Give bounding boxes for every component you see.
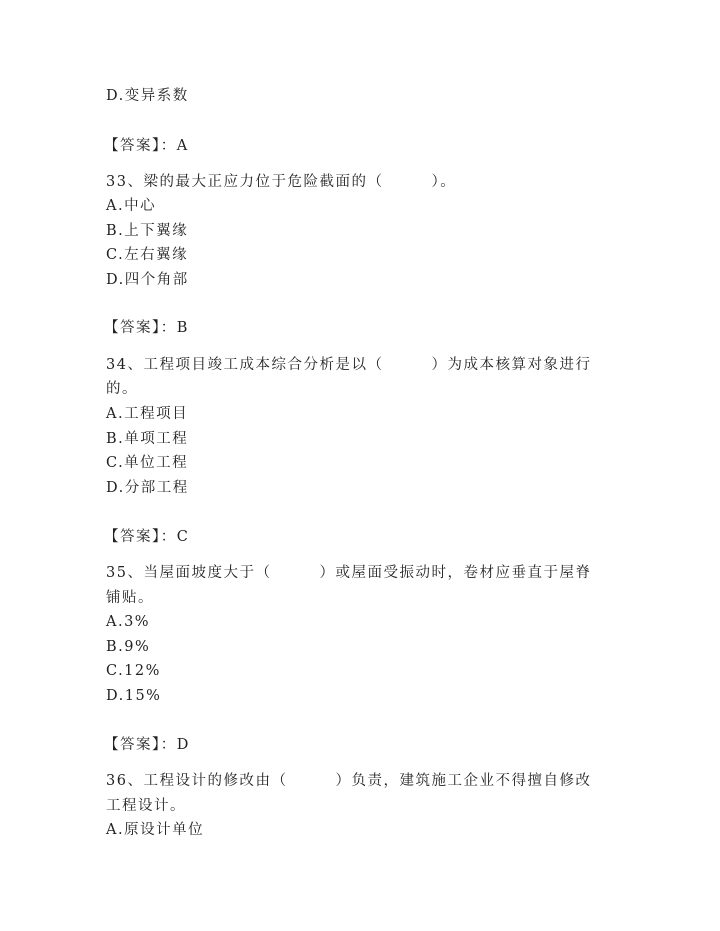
question-35-text-line1: 35、当屋面坡度大于（ ）或屋面受振动时，卷材应垂直于屋脊: [106, 565, 592, 581]
answer-32: 【答案】：A: [104, 138, 189, 154]
question-34-option-d: D.分部工程: [106, 480, 189, 496]
question-33-option-b: B.上下翼缘: [106, 223, 189, 239]
question-34-text-line1: 34、工程项目竣工成本综合分析是以（ ）为成本核算对象进行: [106, 357, 592, 373]
question-34-option-b: B.单项工程: [106, 431, 189, 447]
question-35-option-c: C.12%: [106, 663, 161, 679]
question-35-option-b: B.9%: [106, 639, 151, 655]
question-34-option-a: A.工程项目: [106, 406, 189, 422]
answer-35: 【答案】：D: [104, 737, 190, 753]
question-35-option-d: D.15%: [106, 688, 162, 704]
question-34-text-line2: 的。: [106, 381, 138, 397]
question-33-option-c: C.左右翼缘: [106, 247, 189, 263]
question-33-option-d: D.四个角部: [106, 272, 189, 288]
question-36-text-line2: 工程设计。: [106, 798, 186, 814]
question-35-text-line2: 铺贴。: [106, 590, 154, 606]
question-34-option-c: C.单位工程: [106, 455, 189, 471]
prev-option-d: D.变异系数: [106, 88, 189, 104]
question-33-text: 33、梁的最大正应力位于危险截面的（ ）。: [106, 174, 457, 190]
question-36-option-a: A.原设计单位: [106, 822, 205, 838]
question-35-option-a: A.3%: [106, 614, 151, 630]
question-33-option-a: A.中心: [106, 198, 157, 214]
answer-34: 【答案】：C: [104, 529, 190, 545]
question-36-text-line1: 36、工程设计的修改由（ ）负责，建筑施工企业不得擅自修改: [106, 773, 592, 789]
answer-33: 【答案】：B: [104, 320, 189, 336]
